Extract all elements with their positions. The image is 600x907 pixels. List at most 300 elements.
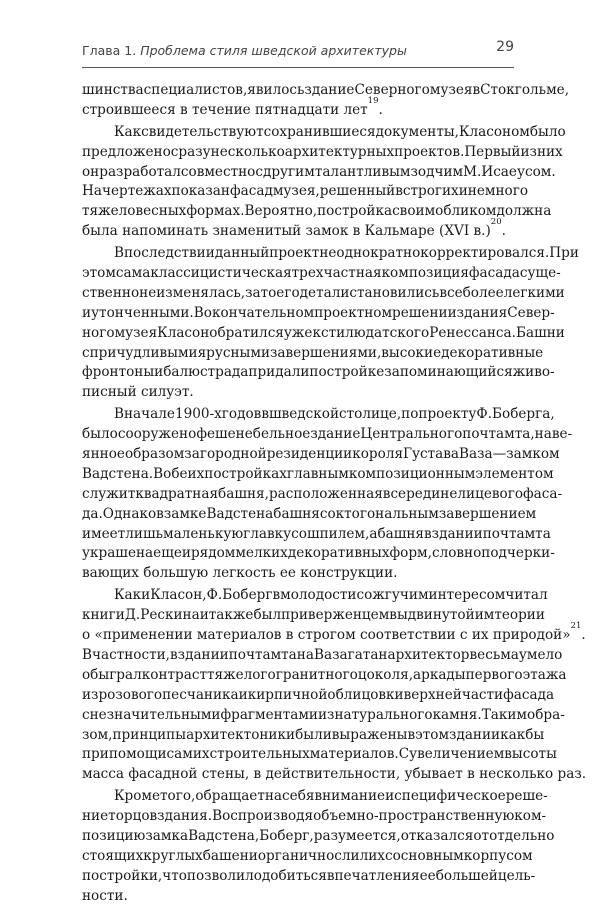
word: аркады [413,666,466,683]
word: постройке [309,364,385,381]
word: шпилем, [306,525,370,542]
word: утонченными. [91,304,194,321]
word: что [162,867,187,884]
word: Как [114,123,142,140]
word: части [461,686,504,703]
word: явилось [247,82,305,98]
word: с [384,847,393,864]
word: первого [465,666,523,683]
page-number: 29 [496,39,514,55]
word: запоминающийся [384,364,513,381]
word: башен [202,847,249,864]
word: несколько [210,143,285,160]
text-line [82,525,551,545]
word: цель- [497,867,536,884]
line-text: была напоминать знаменитый замок в Кальмаре (XVI в.) [82,223,491,240]
word: уже [283,324,313,341]
text-line [82,344,544,364]
text-line [82,163,556,183]
word: башня [377,525,425,542]
word: ярусными [197,344,271,361]
word: к [312,324,321,341]
word: чертежах [101,183,172,200]
word: с [82,706,90,723]
word: них [536,143,563,160]
word: шведской [268,406,340,423]
word: Вероятно, [244,203,318,220]
word: лицевого [457,485,524,502]
word: Как [114,587,142,604]
word: Ф. [476,406,493,423]
word: этом [415,726,450,743]
word: формах. [186,203,245,220]
word: здании [449,726,501,743]
word: частности, [92,646,170,663]
word: обратился [209,324,284,341]
word: высоты [504,746,557,763]
word: обра- [527,706,565,723]
text-line [82,765,587,785]
word: детали [299,284,350,301]
word: В [193,304,204,321]
word: корректировался. [420,245,550,262]
word: здание [304,82,355,98]
punctuation: . [581,627,586,644]
word: башня [273,505,320,522]
word: и [248,847,258,864]
word: загородной [184,446,267,463]
text-line [82,81,570,101]
word: Класон [157,324,210,341]
word: Воспроизводя [212,808,314,825]
text-line [82,606,545,626]
word: завершением [438,505,537,522]
word: на [296,646,314,663]
text-line [82,95,514,121]
chapter-heading [82,43,407,58]
word: завершениями, [270,344,382,361]
word: тяжеловесных [82,203,187,220]
text-line [82,445,560,465]
word: со [291,525,307,542]
word: сама [115,265,151,282]
word: На [82,183,102,200]
word: в [261,406,269,423]
word: корпусом [463,847,533,864]
word: и [238,686,248,703]
word: Центрального [360,426,463,443]
word: проектном [314,304,393,321]
word: бы [525,726,545,743]
word: их [368,847,385,864]
word: показан [171,183,230,200]
word: кирпичной [247,686,328,703]
word: его [276,284,300,301]
word: в [272,587,281,604]
word: умело [518,646,563,663]
word: окончательном [203,304,315,321]
text-line [82,827,555,847]
word: материалов. [309,746,399,763]
word: он [82,163,100,180]
word: замке [163,505,207,522]
word: ственно [82,284,140,301]
word: декоративных [287,545,390,562]
word: решении [392,304,457,321]
word: ее [419,867,436,884]
punctuation: . [501,223,506,240]
word: В [114,406,124,423]
text-line [82,621,586,646]
text-line [82,182,529,202]
word: этом [82,265,116,282]
word: себя [282,788,315,805]
word: М. [463,163,482,180]
word: Кроме [114,788,161,805]
word: высокие [381,344,442,361]
word: годов [221,406,262,423]
word: стоящих [82,847,144,864]
word: расположенная [268,485,383,502]
word: В [82,646,92,663]
text-line [82,505,537,525]
word: архитектор [387,646,470,663]
chapter-title: Проблема стиля шведской архитектуры [140,43,407,58]
word: с [255,163,263,180]
word: из [82,686,99,703]
text-line [82,887,514,907]
chapter-label: Глава 1. [82,43,137,58]
word: интересом [428,587,506,604]
word: фасад [229,183,273,200]
word: предложено [82,143,171,160]
word: фасада [468,265,520,282]
word: мелких [235,545,288,562]
word: элементом [475,465,554,482]
word: книги [82,607,125,624]
word: от [473,827,490,844]
word: короля [352,446,404,463]
word: большей [435,867,498,884]
word: органично [257,847,335,864]
word: здание [310,426,361,443]
text-line [82,586,548,606]
word: здания [456,304,508,321]
word: зодчим [410,163,464,180]
paragraph [82,81,570,121]
text-line [82,383,514,403]
word: изменялась, [156,284,246,301]
word: становились [349,284,440,301]
word: суще- [519,265,561,282]
word: фрагментами [220,706,318,723]
word: круглых [143,847,203,864]
word: Однако [102,505,157,522]
text-line [82,807,547,827]
word: середине [390,485,458,502]
text-line [82,217,514,242]
word: самих [166,746,210,763]
word: замка [145,827,189,844]
text-line [82,867,536,887]
word: фаса- [523,485,563,502]
word: Исаеусом. [481,163,556,180]
word: придали [248,364,310,381]
word: весьма [469,646,519,663]
word: разработал [99,163,181,180]
word: Первый [464,143,521,160]
word: Ваза [459,446,493,463]
word: еще [153,545,182,562]
word: трехчастная [291,265,382,282]
word: на [264,788,283,805]
word: форм, [389,545,432,562]
word: проекту [418,406,477,423]
text-line [82,425,573,445]
word: балюстрада [163,364,249,381]
word: Стокгольме, [480,82,570,98]
word: классицистическая [150,265,292,282]
word: этажа [522,666,567,683]
text-line [82,264,561,284]
word: обликом [435,203,497,220]
line-text: ности. [82,887,128,904]
word: и [82,304,92,321]
paragraph [82,244,579,403]
word: того, [160,788,196,805]
word: отказался [400,827,474,844]
word: незначительными [89,706,221,723]
word: здания. [157,808,213,825]
word: песчаника [162,686,239,703]
word: ком- [514,808,547,825]
word: другим [262,163,315,180]
word: архитектоники [186,726,296,743]
word: как [500,726,526,743]
word: фронтоны [82,364,155,381]
running-header [82,33,514,68]
line-text: вающих большую легкость ее конструкции. [82,565,398,582]
word: был [253,607,282,624]
word: позицию [82,827,146,844]
word: решенный [319,183,396,200]
word: Вадстена. [82,465,154,482]
word: слил [334,847,369,864]
word: главку [243,525,292,542]
word: и [385,788,395,805]
footnote-ref: 21 [570,621,582,632]
text-line [82,646,563,666]
word: композиция [381,265,469,282]
word: внимание [314,788,386,805]
text-line [82,564,514,584]
text-line [82,304,555,324]
paragraph [82,586,587,785]
word: должна [496,203,552,220]
word: и [154,364,164,381]
word: увеличением [409,746,505,763]
word: теории [494,607,545,624]
word: свидетельствуют [141,123,264,140]
punctuation: . [378,101,383,118]
text-line [82,726,545,746]
word: строительных [209,746,310,763]
word: и [199,607,209,624]
word: им [474,607,495,624]
word: и [181,545,191,562]
word: выражены [331,726,408,743]
word: специфическое [394,788,506,805]
text-line [82,202,552,222]
word: стилю [320,324,366,341]
text-line [82,465,554,485]
word: добиться [261,867,327,884]
word: принципы [112,726,187,743]
word: музея [429,82,473,98]
word: разумеется, [313,827,401,844]
word: впечатления [326,867,420,884]
word: Башни [515,324,565,341]
text-line [82,706,565,726]
word: резиденции [266,446,353,463]
word: Вадстена, [188,827,260,844]
word: образом [124,446,185,463]
line-text: о «применении материалов в строгом соответствии с их природой» [82,627,571,644]
word: в [407,726,416,743]
word: начале [124,406,175,423]
word: 1900-х [174,406,222,423]
word: постройках [204,465,287,482]
word: декоративные [441,344,544,361]
word: легкими [503,284,565,301]
word: проектов. [394,143,465,160]
word: совместно [180,163,256,180]
word: причудливыми [89,344,198,361]
word: постройка [317,203,393,220]
text-line [82,847,533,867]
word: Рескина [140,607,200,624]
word: Густава [403,446,460,463]
word: здании [177,646,229,663]
word: да. [82,505,103,522]
word: с [319,505,328,522]
word: лишь [125,525,163,542]
word: шинства [82,82,144,98]
word: все [439,284,463,301]
word: своим [392,203,436,220]
word: маленькую [163,525,244,542]
word: подчерки- [481,545,555,562]
word: отдельно [489,827,555,844]
word: с [82,344,90,361]
word: музея, [272,183,320,200]
word: октогональным [327,505,439,522]
word: башня, [218,485,269,502]
word: наве- [534,426,573,443]
line-text: масса фасадной стены, в действительности, убывает в несколько раз. [82,766,587,783]
footnote-ref: 19 [367,95,379,106]
word: живо- [512,364,555,381]
word: в [170,646,178,663]
word: жгучим [372,587,429,604]
word: читал [505,587,548,604]
word: было [82,426,118,443]
word: молодости [280,587,357,604]
word: почтамта [482,525,551,542]
word: обыграл [82,666,142,683]
word: столице, [339,406,402,423]
word: композиционным [348,465,476,482]
word: обеих [163,465,205,482]
word: данный [214,245,270,262]
text-line [82,324,565,344]
word: помощи [108,746,167,763]
word: почтамта [228,646,297,663]
text-line [82,284,565,304]
word: зом, [82,726,113,743]
text-line [82,244,579,264]
word: в [472,82,481,98]
word: было [529,123,566,140]
word: Класоном [458,123,530,140]
word: не [139,284,157,301]
footnote-ref: 20 [490,217,502,228]
text-line [82,686,555,706]
word: постройки, [82,867,163,884]
text-line [82,544,555,564]
word: рядом [190,545,236,562]
paragraph [82,123,566,242]
line-text: строившееся в течение пятнадцати лет [82,101,368,118]
word: в [395,183,403,200]
word: неоднократно [319,245,421,262]
word: а [369,525,378,542]
word: специалистов, [143,82,248,98]
word: имеет [82,525,126,542]
word: сооружено [117,426,197,443]
word: Ренессанса. [429,324,516,341]
word: сохранившиеся [263,123,376,140]
word: талантливым [314,163,411,180]
word: ного [82,324,115,341]
word: Боберг [222,587,273,604]
word: и [458,183,468,200]
word: проект [269,245,320,262]
text-line [82,143,563,163]
word: музея [114,324,158,341]
word: Впоследствии [114,245,215,262]
paragraph [82,787,555,906]
word: обращает [195,788,265,805]
word: выдвинутой [389,607,475,624]
word: служит [82,485,136,502]
body-text [82,81,587,907]
word: основным [392,847,464,864]
word: янное [82,446,125,463]
word: розового [98,686,163,703]
word: Вазагатан [313,646,388,663]
word: Север- [507,304,555,321]
text-line [82,485,563,505]
word: Класон, [150,587,207,604]
word: документы, [375,123,459,140]
word: также [208,607,254,624]
word: С [398,746,410,763]
word: объемно-пространственную [313,808,515,825]
word: тяжелого [206,666,276,683]
word: цоколя, [357,666,414,683]
text-line [82,666,567,686]
